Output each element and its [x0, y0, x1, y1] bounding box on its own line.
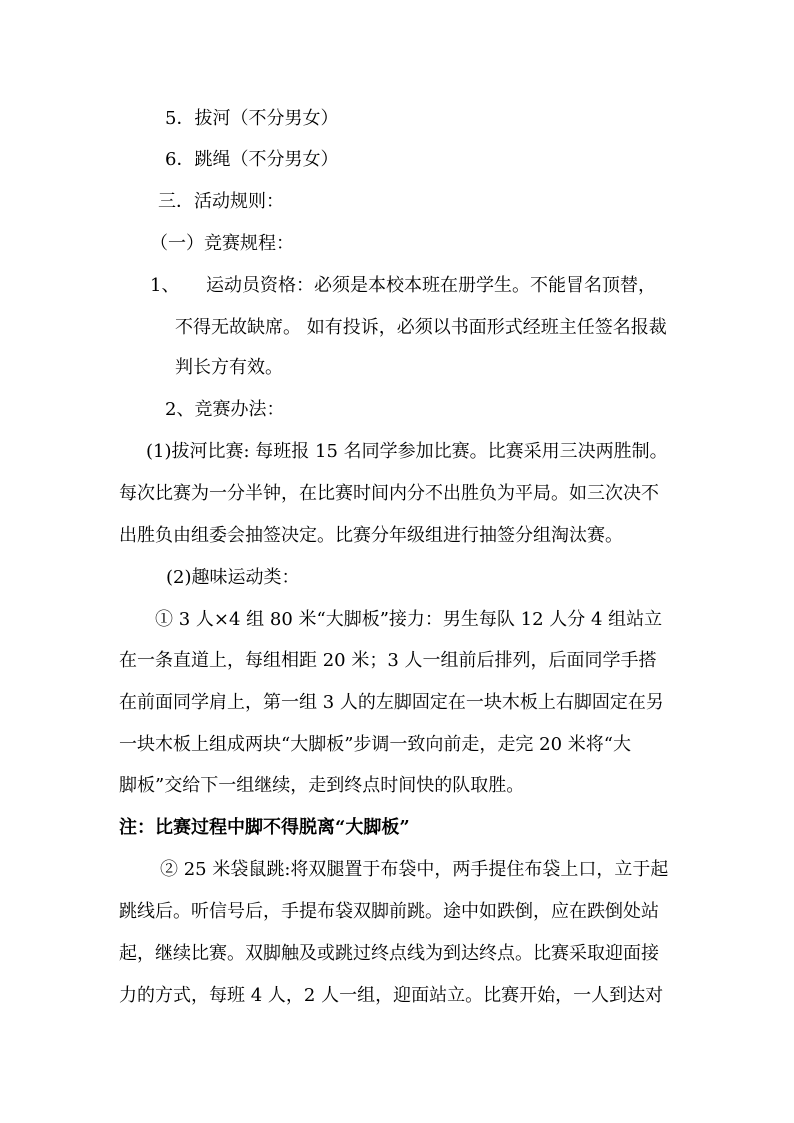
- rule1-line: 不得无故缺席。 如有投诉，必须以书面形式经班主任签名报裁: [175, 317, 667, 338]
- fun-sports-heading: (2)趣味运动类：: [166, 567, 300, 588]
- subsection-heading-competition: （一）竞赛规程：: [150, 233, 294, 254]
- tug-of-war-line: 每次比赛为一分半钟，在比赛时间内分不出胜负为平局。如三次决不: [119, 483, 659, 504]
- rule1-line: 运动员资格：必须是本校本班在册学生。不能冒名顶替，: [206, 275, 656, 296]
- rule1-number: 1、: [150, 275, 180, 296]
- tug-of-war-line: (1)拔河比赛: 每班报 15 名同学参加比赛。比赛采用三决两胜制。: [146, 441, 668, 462]
- rule2-heading: 2、竞赛办法：: [165, 399, 285, 420]
- sack-race-line: ② 25 米袋鼠跳:将双腿置于布袋中，两手提住布袋上口，立于起: [160, 859, 669, 880]
- big-board-line: 在一条直道上，每组相距 20 米；3 人一组前后排列，后面同学手搭: [119, 650, 657, 671]
- tug-of-war-line: 出胜负由组委会抽签决定。比赛分年级组进行抽签分组淘汰赛。: [119, 525, 623, 546]
- sack-race-line: 起，继续比赛。双脚触及或跳过终点线为到达终点。比赛采取迎面接: [119, 943, 659, 964]
- big-board-line: 在前面同学肩上，第一组 3 人的左脚固定在一块木板上右脚固定在另: [119, 692, 664, 713]
- big-board-line: ① 3 人×4 组 80 米“大脚板”接力：男生每队 12 人分 4 组站立: [155, 609, 663, 630]
- big-board-line: 一块木板上组成两块“大脚板”步调一致向前走，走完 20 米将“大: [119, 734, 631, 755]
- sack-race-line: 力的方式，每班 4 人，2 人一组，迎面站立。比赛开始，一人到达对: [119, 985, 664, 1006]
- item-tug-of-war: 5．拔河（不分男女）: [165, 108, 339, 129]
- big-board-line: 脚板”交给下一组继续，走到终点时间快的队取胜。: [119, 775, 525, 796]
- item-jump-rope: 6．跳绳（不分男女）: [165, 149, 339, 170]
- note-text: 注：比赛过程中脚不得脱离“大脚板”: [119, 817, 410, 838]
- rule1-line: 判长方有效。: [175, 357, 283, 378]
- section-heading-rules: 三．活动规则：: [158, 191, 284, 212]
- sack-race-line: 跳线后。听信号后，手提布袋双脚前跳。途中如跌倒，应在跌倒处站: [119, 901, 659, 922]
